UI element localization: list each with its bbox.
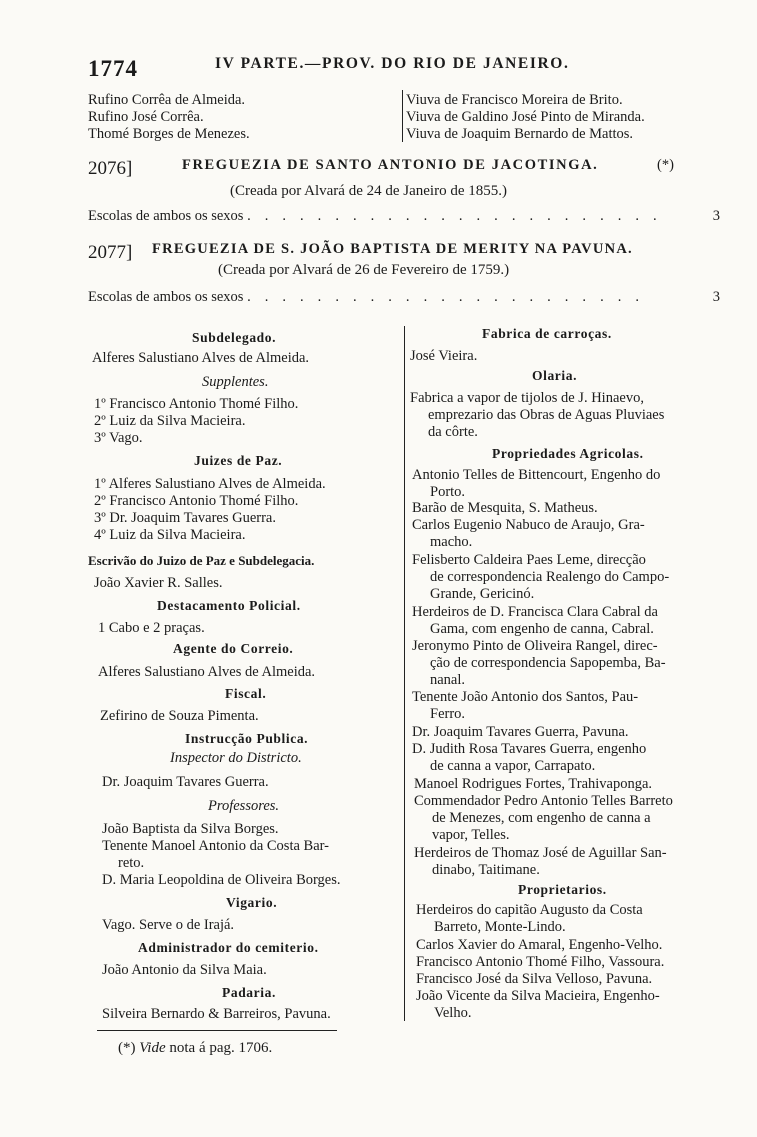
agente-heading: Agente do Correio. — [173, 641, 294, 656]
dot-leader: . . . . . . . . . . . . . . . . . . . . . . . . — [247, 208, 662, 224]
escrivao-name: João Xavier R. Salles. — [94, 575, 223, 591]
propriedade-line: de Menezes, com engenho de canna a — [432, 810, 651, 826]
propriedade-line: Herdeiros de D. Francisca Clara Cabral da — [412, 604, 658, 620]
proprietario-line: Carlos Xavier do Amaral, Engenho-Velho. — [416, 937, 663, 953]
propriedade-line: D. Judith Rosa Tavares Guerra, engenho — [412, 741, 647, 757]
juizes-heading: Juizes de Paz. — [194, 453, 283, 468]
instrucao-heading: Instrucção Publica. — [185, 731, 309, 746]
propriedade-line: de canna a vapor, Carrapato. — [430, 758, 596, 774]
propriedade-line: Ferro. — [430, 706, 466, 722]
subdelegado-heading: Subdelegado. — [192, 330, 277, 345]
supplente-3: 3º Vago. — [94, 430, 143, 446]
propriedade-line: dinabo, Taitimane. — [432, 862, 540, 878]
agente-name: Alferes Salustiano Alves de Almeida. — [98, 664, 316, 680]
parish-2076-schools — [88, 208, 720, 225]
parish-2077-schools-label: Escolas de ambos os sexos — [88, 289, 244, 305]
fabrica-value: José Vieira. — [410, 348, 478, 364]
padaria-value: Silveira Bernardo & Barreiros, Pavuna. — [102, 1006, 331, 1022]
parish-2077-title: FREGUEZIA DE S. JOÃO BAPTISTA DE MERITY NA PAVUNA. — [152, 241, 633, 257]
page-number: 1774 — [88, 56, 138, 81]
top-left-name-3: Thomé Borges de Menezes. — [88, 126, 250, 142]
vigario-value: Vago. Serve o de Irajá. — [102, 917, 235, 933]
inspector-name: Dr. Joaquim Tavares Guerra. — [102, 774, 269, 790]
propriedade-line: nanal. — [430, 672, 466, 688]
juiz-2: 2º Francisco Antonio Thomé Filho. — [94, 493, 299, 509]
destacamento-heading: Destacamento Policial. — [157, 598, 301, 613]
juiz-1: 1º Alferes Salustiano Alves de Almeida. — [94, 476, 326, 492]
parish-2076-title: FREGUEZIA DE SANTO ANTONIO DE JACOTINGA. — [182, 157, 599, 173]
parish-2076-created: (Creada por Alvará de 24 de Janeiro de 1855.) — [230, 183, 507, 199]
parish-2077-schools — [88, 289, 720, 306]
propriedade-line: macho. — [430, 534, 473, 550]
footnote — [118, 1040, 272, 1057]
propriedade-line: Tenente João Antonio dos Santos, Pau- — [412, 689, 639, 705]
parish-2077-created: (Creada por Alvará de 26 de Fevereiro de 1759.) — [218, 262, 510, 278]
olaria-line-3: da côrte. — [428, 424, 478, 440]
top-right-name-1: Viuva de Francisco Moreira de Brito. — [406, 92, 623, 108]
propriedades-heading: Propriedades Agricolas. — [492, 446, 644, 461]
destacamento-value: 1 Cabo e 2 praças. — [98, 620, 205, 636]
propriedade-line: Antonio Telles de Bittencourt, Engenho do — [412, 467, 661, 483]
juiz-4: 4º Luiz da Silva Macieira. — [94, 527, 246, 543]
footnote-text: nota á pag. 1706. — [169, 1040, 273, 1056]
proprietarios-heading: Proprietarios. — [518, 882, 607, 897]
propriedade-line: Barão de Mesquita, S. Matheus. — [412, 500, 598, 516]
propriedade-line: Jeronymo Pinto de Oliveira Rangel, direc- — [412, 638, 658, 654]
propriedade-line: Gama, com engenho de canna, Cabral. — [430, 621, 654, 637]
proprietario-line: Barreto, Monte-Lindo. — [434, 919, 566, 935]
juiz-3: 3º Dr. Joaquim Tavares Guerra. — [94, 510, 276, 526]
proprietario-line: João Vicente da Silva Macieira, Engenho- — [416, 988, 660, 1004]
top-left-name-2: Rufino José Corrêa. — [88, 109, 204, 125]
propriedade-line: Carlos Eugenio Nabuco de Araujo, Gra- — [412, 517, 645, 533]
propriedade-line: ção de correspondencia Sapopemba, Ba- — [430, 655, 666, 671]
footnote-rule — [97, 1030, 337, 1031]
proprietario-line: Velho. — [434, 1005, 472, 1021]
propriedade-line: de correspondencia Realengo do Campo- — [430, 569, 670, 585]
main-column-divider — [404, 326, 405, 1021]
propriedade-line: Grande, Gericinó. — [430, 586, 535, 602]
olaria-line-1: Fabrica a vapor de tijolos de J. Hinaevo, — [410, 390, 644, 406]
professores-heading: Professores. — [208, 798, 280, 814]
dot-leader: . . . . . . . . . . . . . . . . . . . . . . . — [247, 289, 645, 305]
professor-2: Tenente Manoel Antonio da Costa Bar- — [102, 838, 330, 854]
proprietario-line: Francisco José da Silva Velloso, Pavuna. — [416, 971, 653, 987]
olaria-heading: Olaria. — [532, 368, 578, 383]
top-column-divider — [402, 90, 403, 142]
fabrica-heading: Fabrica de carroças. — [482, 326, 612, 341]
vigario-heading: Vigario. — [226, 895, 278, 910]
padaria-heading: Padaria. — [222, 985, 276, 1000]
propriedade-line: vapor, Telles. — [432, 827, 510, 843]
footnote-vide: Vide — [139, 1040, 166, 1056]
parish-2076-note-mark: (*) — [657, 157, 674, 173]
propriedade-line: Felisberto Caldeira Paes Leme, direcção — [412, 552, 646, 568]
top-left-name-1: Rufino Corrêa de Almeida. — [88, 92, 246, 108]
propriedade-line: Manoel Rodrigues Fortes, Trahivaponga. — [414, 776, 653, 792]
footnote-mark: (*) — [118, 1040, 136, 1056]
escrivao-heading: Escrivão do Juizo de Paz e Subdelegacia. — [88, 553, 315, 568]
administrador-name: João Antonio da Silva Maia. — [102, 962, 267, 978]
propriedade-line: Commendador Pedro Antonio Telles Barreto — [414, 793, 673, 809]
parish-2077-number: 2077] — [88, 242, 133, 263]
inspector-heading: Inspector do Districto. — [170, 750, 302, 766]
subdelegado-name: Alferes Salustiano Alves de Almeida. — [92, 350, 310, 366]
olaria-line-2: emprezario das Obras de Aguas Pluviaes — [428, 407, 665, 423]
proprietario-line: Herdeiros do capitão Augusto da Costa — [416, 902, 643, 918]
propriedade-line: Porto. — [430, 484, 466, 500]
professor-2-cont: reto. — [118, 855, 145, 871]
parish-2077-schools-count: 3 — [712, 289, 720, 305]
propriedade-line: Herdeiros de Thomaz José de Aguillar San- — [414, 845, 667, 861]
fiscal-heading: Fiscal. — [225, 686, 267, 701]
parish-2076-schools-label: Escolas de ambos os sexos — [88, 208, 244, 224]
supplentes-heading: Supplentes. — [202, 374, 269, 390]
supplente-1: 1º Francisco Antonio Thomé Filho. — [94, 396, 299, 412]
top-right-name-3: Viuva de Joaquim Bernardo de Mattos. — [406, 126, 634, 142]
propriedade-line: Dr. Joaquim Tavares Guerra, Pavuna. — [412, 724, 629, 740]
professor-3: D. Maria Leopoldina de Oliveira Borges. — [102, 872, 341, 888]
proprietario-line: Francisco Antonio Thomé Filho, Vassoura. — [416, 954, 665, 970]
running-title: IV PARTE.—PROV. DO RIO DE JANEIRO. — [215, 55, 570, 72]
professor-1: João Baptista da Silva Borges. — [102, 821, 279, 837]
parish-2076-number: 2076] — [88, 158, 133, 179]
administrador-heading: Administrador do cemiterio. — [138, 940, 319, 955]
fiscal-name: Zefirino de Souza Pimenta. — [100, 708, 259, 724]
supplente-2: 2º Luiz da Silva Macieira. — [94, 413, 246, 429]
parish-2076-schools-count: 3 — [712, 208, 720, 224]
top-right-name-2: Viuva de Galdino José Pinto de Miranda. — [406, 109, 645, 125]
